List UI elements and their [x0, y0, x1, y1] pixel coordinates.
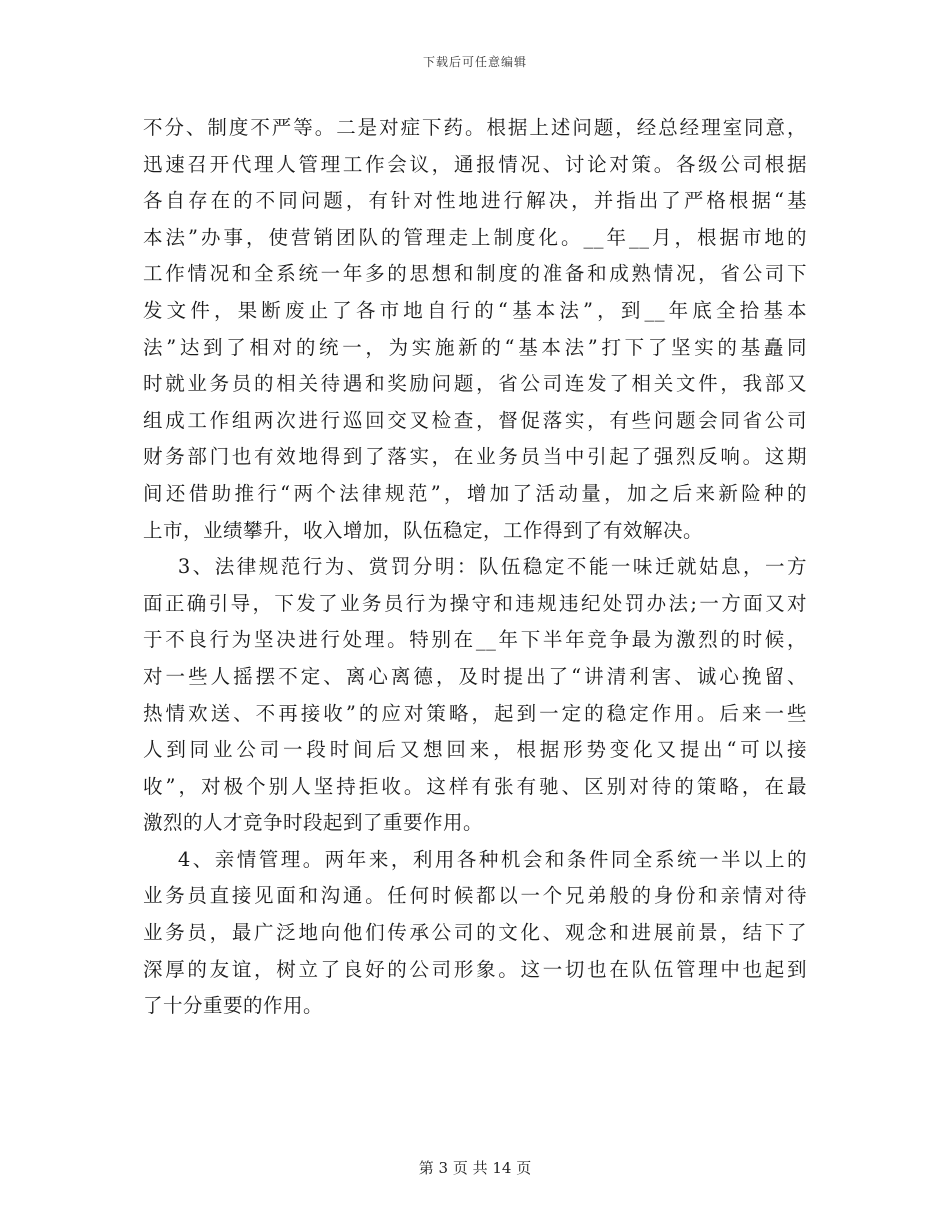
text-line: 间还借助推行“两个法律规范”，增加了活动量，加之后来新险种的 [143, 481, 807, 505]
text-line: 人到同业公司一段时间后又想回来，根据形势变化又提出“可以接 [143, 738, 807, 762]
text-line: 组成工作组两次进行巡回交叉检查，督促落实，有些问题会同省公司 [143, 408, 807, 432]
document-body [143, 110, 807, 1025]
text-line: 发文件，果断废止了各市地自行的“基本法”，到__年底全拾基本 [143, 298, 807, 322]
text-line: 热情欢送、不再接收”的应对策略，起到一定的稳定作用。后来一些 [143, 701, 807, 725]
text-line: 业务员，最广泛地向他们传承公司的文化、观念和进展前景，结下了 [143, 921, 807, 945]
text-line: 不分、制度不严等。二是对症下药。根据上述问题，经总经理室同意， [143, 116, 807, 139]
text-line: 于不良行为坚决进行处理。特别在__年下半年竞争最为激烈的时候， [143, 628, 807, 652]
text-line: 激烈的人才竞争时段起到了重要作用。 [143, 811, 484, 835]
text-line: 法”达到了相对的统一，为实施新的“基本法”打下了坚实的基矗同 [143, 335, 807, 359]
text-line: 对一些人摇摆不定、离心离德，及时提出了“讲清利害、诚心挽留、 [143, 664, 807, 688]
text-line: 面正确引导，下发了业务员行为操守和违规违纪处罚办法;一方面又对 [143, 591, 807, 615]
text-line: 时就业务员的相关待遇和奖励问题，省公司连发了相关文件，我部又 [143, 372, 807, 396]
text-line: 迅速召开代理人管理工作会议，通报情况、讨论对策。各级公司根据 [143, 152, 807, 176]
text-line: 工作情况和全系统一年多的思想和制度的准备和成熟情况，省公司下 [143, 262, 807, 286]
text-line: 3、法律规范行为、赏罚分明：队伍稳定不能一味迁就姑息，一方 [143, 555, 807, 579]
text-line: 业务员直接见面和沟通。任何时候都以一个兄弟般的身份和亲情对待 [143, 884, 807, 908]
text-line: 本法”办事，使营销团队的管理走上制度化。__年__月，根据市地的 [143, 225, 807, 249]
page-header: 下载后可任意编辑 [422, 55, 527, 69]
text-line: 深厚的友谊，树立了良好的公司形象。这一切也在队伍管理中也起到 [143, 957, 807, 981]
text-line: 上市，业绩攀升，收入增加，队伍稳定，工作得到了有效解决。 [143, 518, 704, 542]
text-line: 各自存在的不同问题，有针对性地进行解决，并指出了严格根据“基 [143, 189, 807, 213]
text-line: 4、亲情管理。两年来，利用各种机会和条件同全系统一半以上的 [143, 847, 807, 871]
text-line: 财务部门也有效地得到了落实，在业务员当中引起了强烈反响。这期 [143, 445, 807, 469]
page-number: 第 3 页 共 14 页 [418, 1159, 532, 1177]
text-line: 收”，对极个别人坚持拒收。这样有张有驰、区别对待的策略，在最 [143, 774, 807, 798]
text-line: 了十分重要的作用。 [143, 994, 324, 1018]
